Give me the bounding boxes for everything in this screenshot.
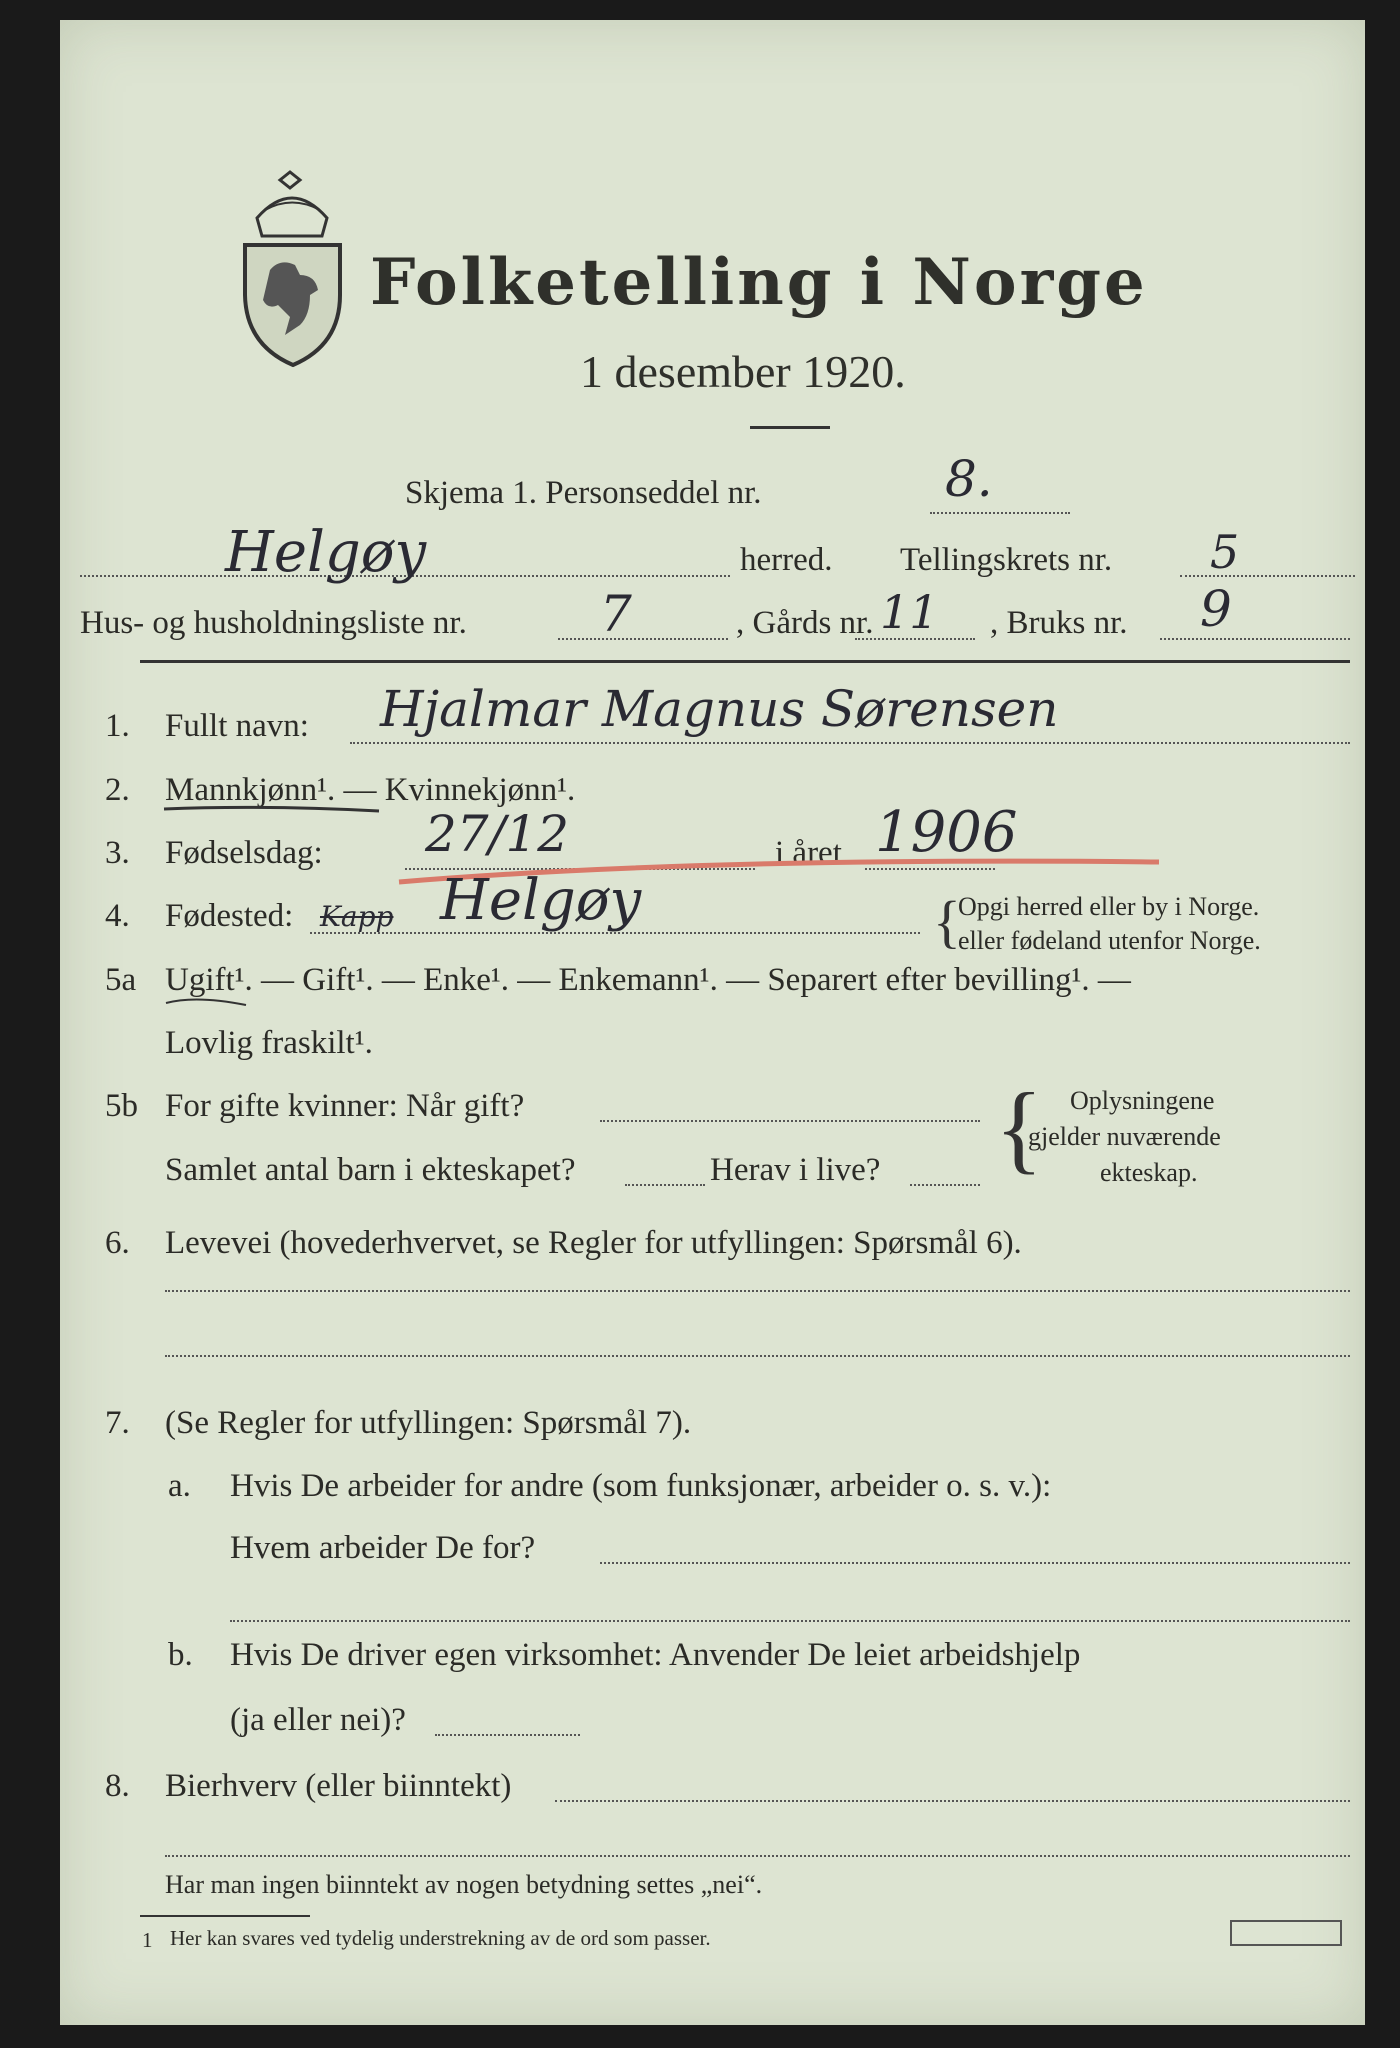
q2-number: 2.	[105, 772, 130, 808]
q5a-number: 5a	[105, 962, 137, 998]
husliste-value: 7	[600, 585, 632, 643]
q4-value: Helgøy	[440, 868, 642, 933]
q5b-number: 5b	[105, 1088, 138, 1124]
tellingskrets-value: 5	[1210, 525, 1240, 579]
q8-label: Bierhverv (eller biinntekt)	[165, 1768, 512, 1804]
q3-year-label: i året	[775, 835, 842, 871]
q1-value: Hjalmar Magnus Sørensen	[380, 680, 1059, 738]
q5b-label: For gifte kvinner: Når gift?	[165, 1088, 525, 1124]
q7a-line-1	[600, 1562, 1350, 1564]
q3-year-value: 1906	[875, 800, 1018, 865]
printer-stamp	[1230, 1920, 1342, 1946]
q4-brace: {	[933, 889, 961, 954]
husliste-line	[558, 638, 728, 640]
title-divider	[750, 426, 830, 429]
q8-number: 8.	[105, 1768, 130, 1804]
bruks-label: , Bruks nr.	[990, 605, 1128, 641]
bruks-value: 9	[1200, 580, 1232, 638]
underline-mark	[160, 803, 385, 815]
form-title: Folketelling i Norge	[370, 245, 1148, 320]
q1-line	[350, 742, 1350, 744]
schema-label: Skjema 1. Personseddel nr.	[405, 475, 762, 511]
coat-of-arms-icon	[235, 170, 350, 370]
form-date: 1 desember 1920.	[580, 346, 906, 397]
husholdningsliste-label: Hus- og husholdningsliste nr.	[80, 605, 467, 641]
q5b-note-1: Oplysningene	[1070, 1086, 1215, 1115]
q4-note-1: Opgi herred eller by i Norge.	[958, 892, 1260, 921]
q5b-note-3: ekteskap.	[1100, 1158, 1198, 1187]
q4-number: 4.	[105, 898, 130, 934]
q7b-label: Hvis De driver egen virksomhet: Anvender De leiet arbeidshjelp	[230, 1637, 1081, 1673]
census-form	[60, 20, 1365, 2025]
q6-line-1	[165, 1290, 1350, 1292]
q5a-label: Ugift¹. — Gift¹. — Enke¹. — Enkemann¹. — Separert efter bevilling¹. —	[165, 962, 1131, 998]
q4-note-2: eller fødeland utenfor Norge.	[958, 926, 1261, 955]
gards-label: , Gårds nr.	[736, 605, 874, 641]
q6-label: Levevei (hovederhvervet, se Regler for utfyllingen: Spørsmål 6).	[165, 1225, 1022, 1261]
q7-number: 7.	[105, 1405, 130, 1441]
tellingskrets-line	[1180, 575, 1355, 577]
tellingskrets-label: Tellingskrets nr.	[900, 542, 1113, 578]
q7b-line	[435, 1734, 580, 1736]
q5b-married-line	[600, 1120, 980, 1122]
q5b-children-label: Samlet antal barn i ekteskapet?	[165, 1152, 576, 1188]
q5b-children-line	[625, 1184, 705, 1186]
header-rule	[140, 660, 1350, 663]
q7b-letter: b.	[168, 1637, 193, 1673]
q6-number: 6.	[105, 1225, 130, 1261]
q3-number: 3.	[105, 835, 130, 871]
q1-number: 1.	[105, 708, 130, 744]
q7a-line-2	[230, 1620, 1350, 1622]
q5b-alive-line	[910, 1184, 980, 1186]
q6-line-2	[165, 1355, 1350, 1357]
bruks-line	[1160, 638, 1350, 640]
personseddel-line	[930, 512, 1070, 514]
q3-date-value: 27/12	[425, 805, 570, 863]
q4-label: Fødested:	[165, 898, 294, 934]
q1-label: Fullt navn:	[165, 708, 309, 744]
q8-note: Har man ingen biinntekt av nogen betydning settes „nei“.	[165, 1870, 763, 1899]
footnote-mark: 1	[142, 1928, 153, 1952]
q5b-brace: {	[995, 1072, 1043, 1183]
q7a-label: Hvis De arbeider for andre (som funksjonær, arbeider o. s. v.):	[230, 1468, 1052, 1504]
footnote-rule	[140, 1915, 310, 1917]
personseddel-value: 8.	[945, 450, 993, 508]
q5a-label-2: Lovlig fraskilt¹.	[165, 1025, 373, 1061]
q7-label: (Se Regler for utfyllingen: Spørsmål 7).	[165, 1405, 692, 1441]
q5b-alive-label: Herav i live?	[710, 1152, 881, 1188]
q7a-letter: a.	[168, 1468, 191, 1504]
q2-label: Mannkjønn¹. — Kvinnekjønn¹.	[165, 772, 576, 808]
gards-value: 11	[880, 585, 939, 639]
herred-value: Helgøy	[225, 520, 427, 585]
q7b-label-2: (ja eller nei)?	[230, 1702, 406, 1738]
q7a-label-2: Hvem arbeider De for?	[230, 1530, 536, 1566]
q8-line-2	[165, 1855, 1350, 1857]
q5b-note-2: gjelder nuværende	[1028, 1122, 1221, 1151]
q4-struck-value: Kapp	[320, 900, 394, 933]
ugift-mark	[162, 995, 252, 1011]
footnote-text: Her kan svares ved tydelig understrekning av de ord som passer.	[170, 1926, 711, 1950]
herred-label: herred.	[740, 542, 833, 578]
q3-label: Fødselsdag:	[165, 835, 323, 871]
q8-line-1	[555, 1800, 1350, 1802]
